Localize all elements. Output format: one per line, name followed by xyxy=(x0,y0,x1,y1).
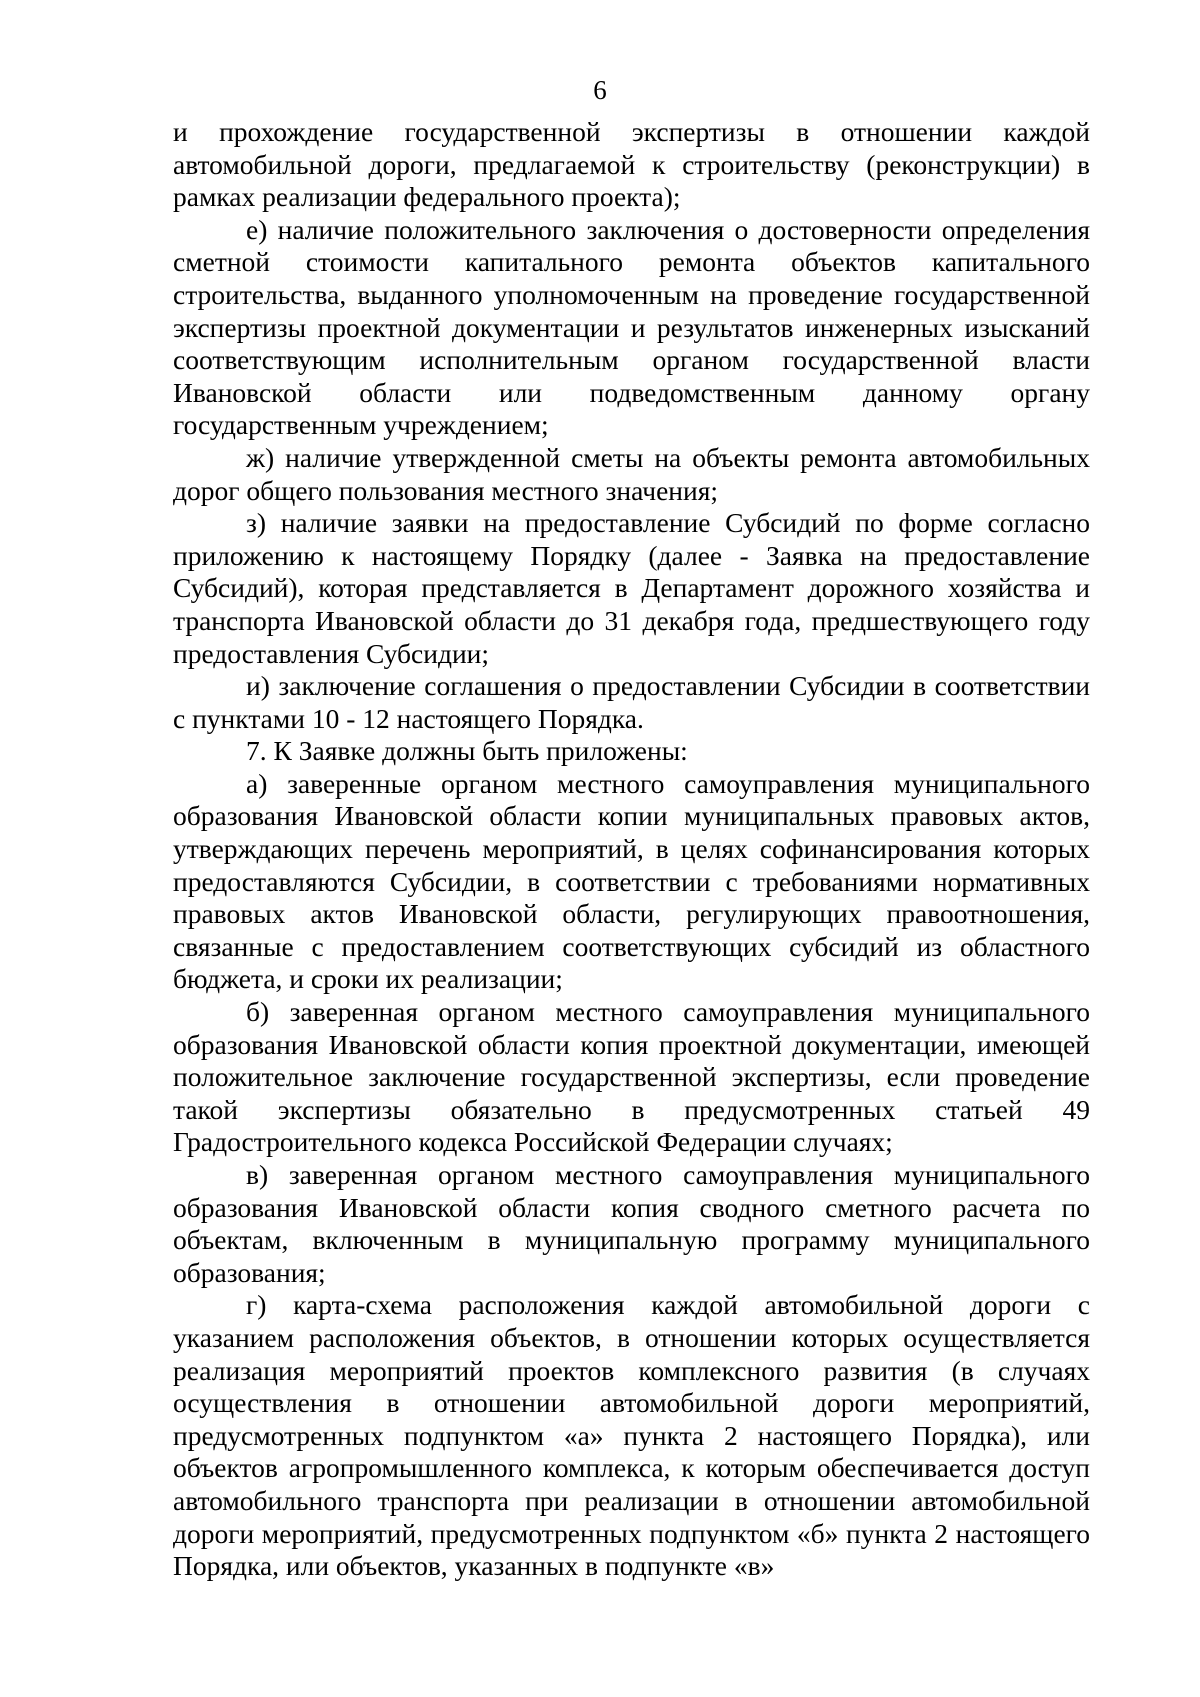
paragraph-item-zh: ж) наличие утвержденной сметы на объекты ремонта автомобильных дорог общего пользования местного значения; xyxy=(173,441,1090,506)
paragraph-item-b: б) заверенная органом местного самоуправления муниципального образования Ивановской области копия проектной документации, имеющей положительное заключение государственной экспертизы, если проведение такой экспертизы обязательно в предусмотренных статьей 49 Градостроительного кодекса Российской Федерации случаях; xyxy=(173,996,1090,1158)
paragraph-item-g: г) карта-схема расположения каждой автомобильной дороги с указанием расположения объектов, в отношении которых осуществляется реализация мероприятий проектов комплексного развития (в случаях осуществления в отношении автомобильной дороги мероприятий, предусмотренных подпунктом «а» пункта 2 настоящего Порядка), или объектов агропромышленного комплекса, к которым обеспечивается доступ автомобильного транспорта при реализации в отношении автомобильной дороги мероприятий, предусмотренных подпунктом «б» пункта 2 настоящего Порядка, или объектов, указанных в подпункте «в» xyxy=(173,1289,1090,1582)
page-number: 6 xyxy=(593,75,607,105)
paragraph-clause-7: 7. К Заявке должны быть приложены: xyxy=(246,735,688,767)
paragraph-continuation: и прохождение государственной экспертизы в отношении каждой автомобильной дороги, предлагаемой к строительству (реконструкции) в рамках реализации федерального проекта); xyxy=(173,116,1090,213)
paragraph-item-i: и) заключение соглашения о предоставлении Субсидии в соответствии с пунктами 10 - 12 настоящего Порядка. xyxy=(173,670,1090,734)
paragraph-item-v: в) заверенная органом местного самоуправления муниципального образования Ивановской области копия сводного сметного расчета по объектам, включенным в муниципальную программу муниципального образования; xyxy=(173,1159,1090,1288)
document-body xyxy=(173,116,1090,1583)
paragraph-item-e: е) наличие положительного заключения о достоверности определения сметной стоимости капитального ремонта объектов капитального строительства, выданного уполномоченным на проведение государственной экспертизы проектной документации и результатов инженерных изысканий соответствующим исполнительным органом государственной власти Ивановской области или подведомственным данному органу государственным учреждением; xyxy=(173,213,1090,441)
paragraph-item-z: з) наличие заявки на предоставление Субсидий по форме согласно приложению к настоящему Порядку (далее - Заявка на предоставление Субсидий), которая представляется в Департамент дорожного хозяйства и транспорта Ивановской области до 31 декабря года, предшествующего году предоставления Субсидии; xyxy=(173,507,1090,669)
paragraph-item-a: а) заверенные органом местного самоуправления муниципального образования Ивановской области копии муниципальных правовых актов, утверждающих перечень мероприятий, в целях софинансирования которых предоставляются Субсидии, в соответствии с требованиями нормативных правовых актов Ивановской области, регулирующих правоотношения, связанные с предоставлением соответствующих субсидий из областного бюджета, и сроки их реализации; xyxy=(173,767,1090,995)
